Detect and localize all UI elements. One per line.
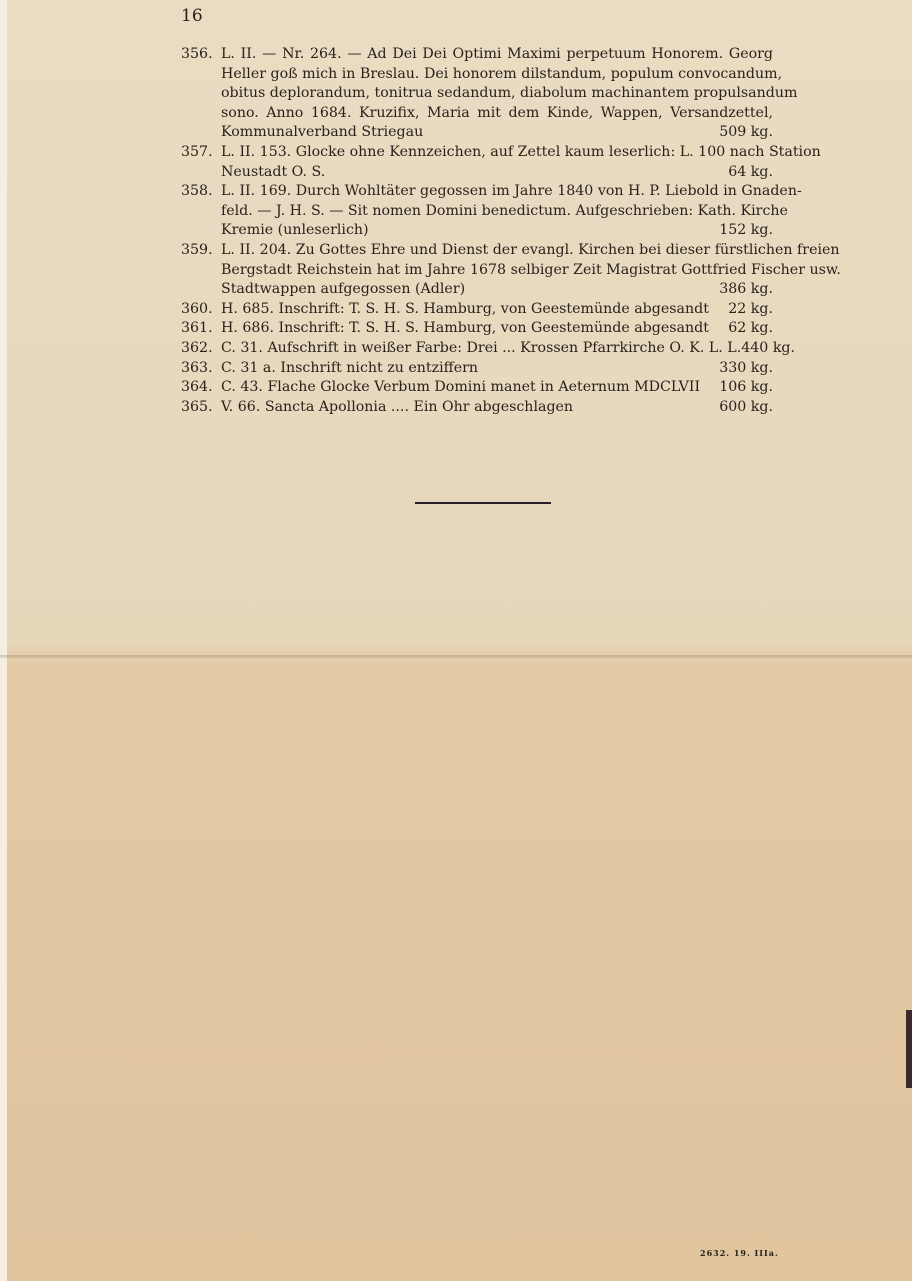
- entry-weight: 509 kg.: [719, 124, 773, 141]
- entry-last-line: [221, 300, 773, 320]
- entry-weight: 386 kg.: [719, 281, 773, 298]
- entry-text-line: L. II. 153. Glocke ohne Kennzeichen, auf Zettel kaum leserlich: L. 100 nach Station: [221, 143, 821, 160]
- entry-number: 362.: [181, 339, 213, 356]
- entry-text-line: H. 686. Inschrift: T. S. H. S. Hamburg, von Geestemünde abgesandt: [221, 320, 709, 337]
- entry-weight: 330 kg.: [719, 359, 773, 376]
- entry-text-line: feld. — J. H. S. — Sit nomen Domini benedictum. Aufgeschrieben: Kath. Kirche: [221, 202, 788, 219]
- entry-text-line: C. 31. Aufschrift in weißer Farbe: Drei ... Krossen Pfarrkirche O. K. L. L.: [221, 339, 742, 356]
- entry-364: [181, 378, 773, 398]
- entry-number: 361.: [181, 320, 213, 337]
- entry-number: 359.: [181, 241, 213, 258]
- entry-text-line: L. II. 204. Zu Gottes Ehre und Dienst der evangl. Kirchen bei dieser fürstlichen freien: [221, 241, 840, 258]
- entry-358: [181, 182, 802, 241]
- entry-text-line: Heller goß mich in Breslau. Dei honorem dilstandum, populum convocandum,: [221, 65, 783, 82]
- entry-number: 358.: [181, 183, 213, 200]
- entry-number: 356.: [181, 46, 213, 62]
- entry-weight: 440 kg.: [741, 339, 796, 356]
- entry-text-line: Neustadt O. S.: [221, 163, 326, 180]
- bell-entries-list: [181, 45, 841, 417]
- entry-359: [181, 241, 841, 300]
- entry-last-line: [221, 319, 773, 339]
- entry-weight: 64 kg.: [728, 163, 773, 180]
- entry-weight: 152 kg.: [719, 222, 773, 239]
- entry-number: 364.: [181, 379, 213, 396]
- entry-361: [181, 319, 773, 339]
- entry-text-line: sono. Anno 1684. Kruzifix, Maria mit dem Kinde, Wappen, Versandzettel,: [221, 104, 773, 121]
- entry-360: [181, 300, 773, 320]
- entry-text-line: Bergstadt Reichstein hat im Jahre 1678 selbiger Zeit Magistrat Gottfried Fischer usw.: [221, 261, 841, 278]
- entry-last-line: [221, 398, 773, 418]
- entry-text-line: V. 66. Sancta Apollonia .... Ein Ohr abgeschlagen: [221, 398, 574, 415]
- entry-number: 363.: [181, 359, 213, 376]
- entry-text-line: obitus deplorandum, tonitrua sedandum, diabolum machinantem propulsandum: [221, 85, 798, 102]
- entry-last-line: [221, 378, 773, 398]
- entry-text-line: Stadtwappen aufgegossen (Adler): [221, 281, 466, 298]
- entry-362: [181, 339, 796, 359]
- entry-weight: 600 kg.: [719, 398, 773, 415]
- entry-last-line: [221, 221, 773, 241]
- entry-text-line: Kremie (unleserlich): [221, 222, 369, 239]
- entry-number: 360.: [181, 300, 213, 317]
- entry-number: 357.: [181, 143, 213, 160]
- entry-text-line: C. 31 a. Inschrift nicht zu entziffern: [221, 359, 479, 376]
- entry-365: [181, 398, 773, 418]
- entry-last-line: [221, 339, 796, 359]
- entry-weight: 62 kg.: [728, 320, 773, 337]
- entry-last-line: [221, 123, 773, 143]
- entry-weight: 22 kg.: [728, 300, 773, 317]
- entry-text-line: C. 43. Flache Glocke Verbum Domini manet in Aeternum MDCLVII: [221, 379, 701, 396]
- entry-number: 365.: [181, 398, 213, 415]
- entry-last-line: [221, 280, 773, 300]
- paper-fold-line: [0, 655, 912, 658]
- binding-tab: [906, 1010, 912, 1088]
- entry-last-line: [221, 163, 773, 183]
- printer-code: 2632. 19. IIIa.: [700, 1248, 779, 1258]
- entry-356: [181, 45, 798, 143]
- entry-text-line: Kommunalverband Striegau: [221, 124, 424, 141]
- entry-text-line: H. 685. Inschrift: T. S. H. S. Hamburg, von Geestemünde abgesandt: [221, 300, 709, 317]
- entry-weight: 106 kg.: [719, 379, 773, 396]
- paper-left-edge: [0, 0, 7, 1281]
- entry-text-line: L. II. — Nr. 264. — Ad Dei Dei Optimi Maximi perpetuum Honorem. Georg: [221, 46, 773, 62]
- page-number: 16: [181, 6, 203, 26]
- entry-357: [181, 143, 821, 182]
- entry-text-line: L. II. 169. Durch Wohltäter gegossen im Jahre 1840 von H. P. Liebold in Gnaden-: [221, 183, 802, 200]
- section-divider-rule: [415, 502, 551, 504]
- entry-363: [181, 359, 773, 379]
- entry-last-line: [221, 359, 773, 379]
